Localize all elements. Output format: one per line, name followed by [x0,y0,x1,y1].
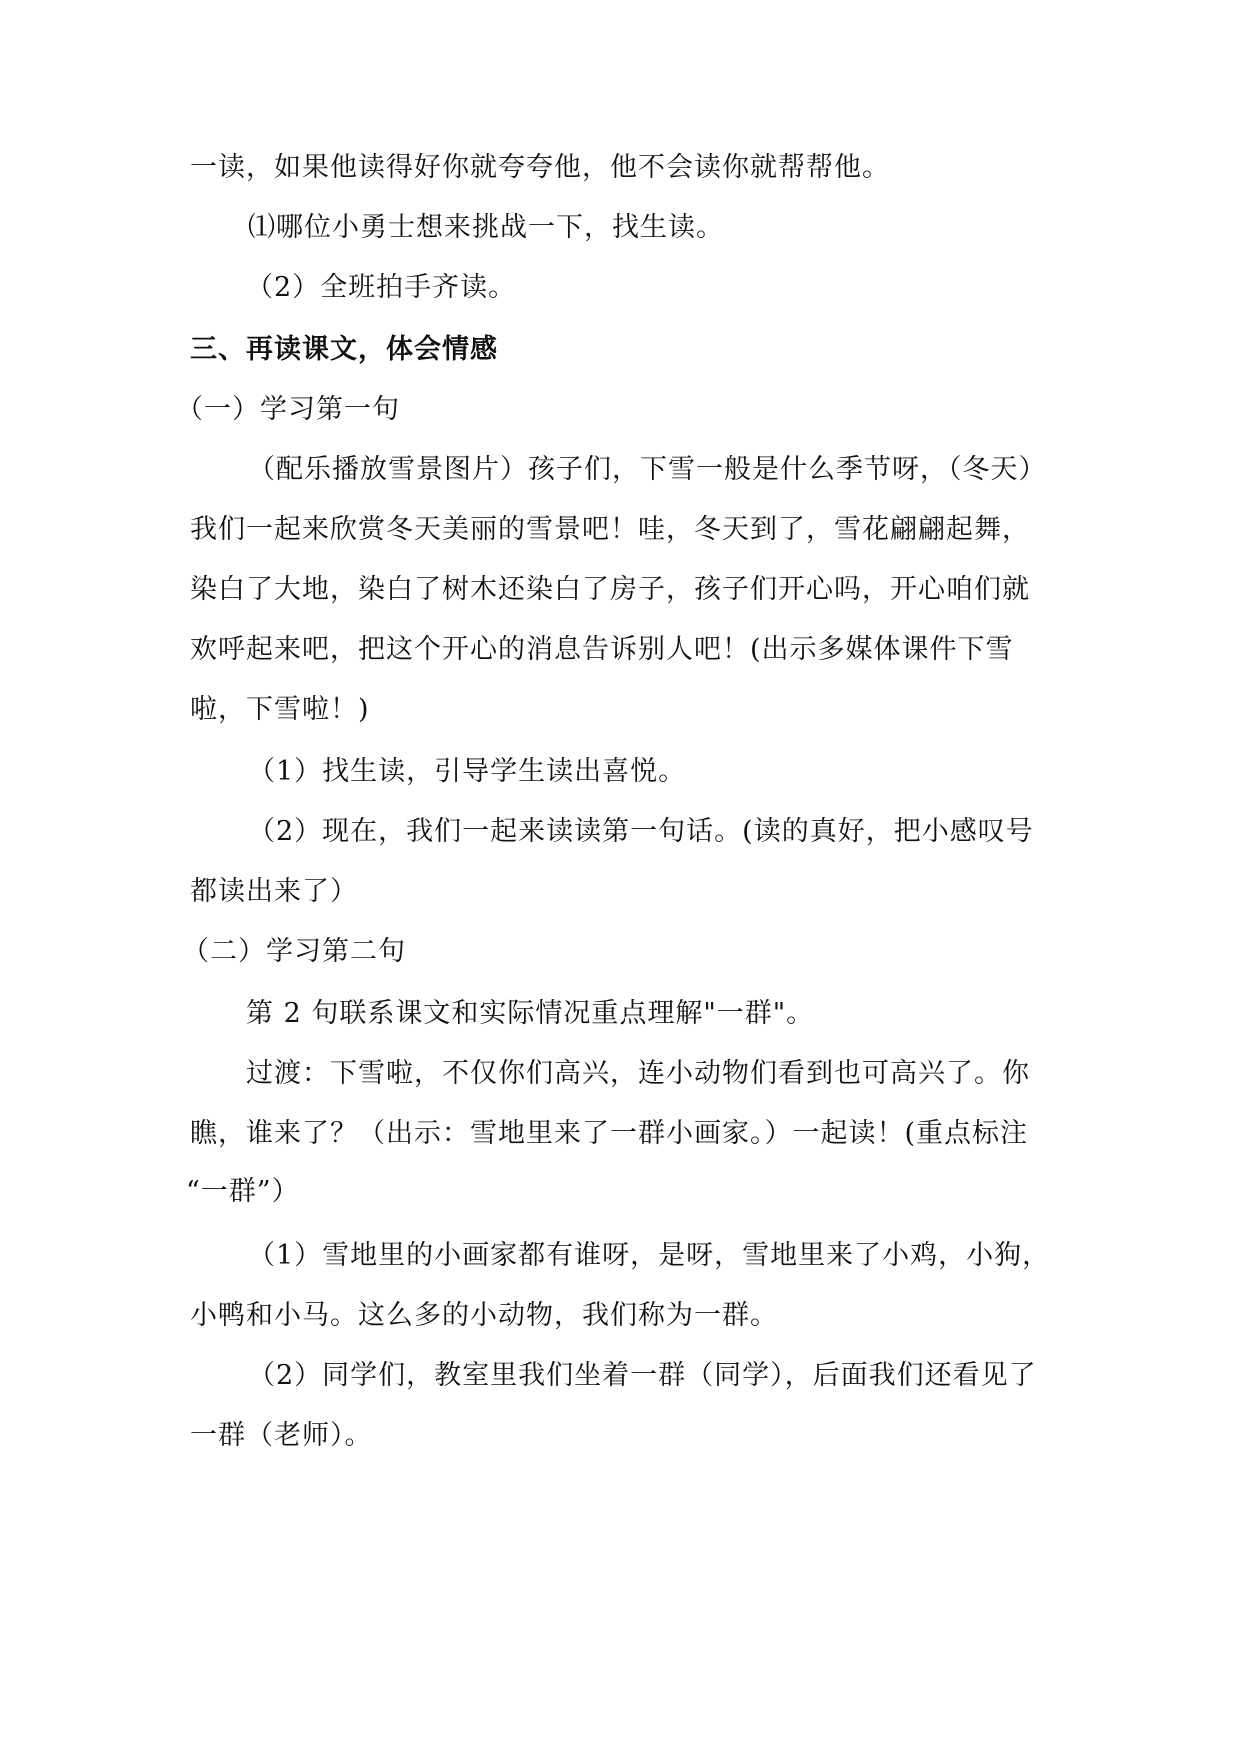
paragraph-line: 一读，如果他读得好你就夸夸他，他不会读你就帮帮他。 [190,152,890,183]
paragraph-line: 第 2 句联系课文和实际情况重点理解"一群"。 [246,998,815,1029]
list-item: （2）同学们，教室里我们坐着一群（同学），后面我们还看见了 [248,1360,1037,1391]
list-item: ⑴哪位小勇士想来挑战一下，找生读。 [248,212,724,243]
list-item: （2）现在，我们一起来读读第一句话。(读的真好，把小感叹号 [248,816,1034,847]
paragraph-line: （配乐播放雪景图片）孩子们，下雪一般是什么季节呀，（冬天） [248,454,1047,485]
paragraph-line: 啦，下雪啦！) [190,694,370,725]
paragraph-line: 瞧，谁来了？（出示：雪地里来了一群小画家。）一起读！(重点标注 [190,1118,1029,1149]
paragraph-line: 一群（老师）。 [190,1420,373,1451]
list-item: （1）找生读，引导学生读出喜悦。 [248,756,687,787]
subsection-heading: （一）学习第一句 [176,394,400,425]
subsection-heading: （二）学习第二句 [182,936,406,967]
paragraph-line: 我们一起来欣赏冬天美丽的雪景吧！哇，冬天到了，雪花翩翩起舞， [190,514,1030,545]
paragraph-line: 染白了大地，染白了树木还染白了房子，孩子们开心吗，开心咱们就 [190,574,1030,605]
paragraph-line: “一群”） [186,1176,300,1207]
list-item: （1）雪地里的小画家都有谁呀，是呀，雪地里来了小鸡，小狗， [248,1240,1051,1271]
list-item: （2）全班拍手齐读。 [246,272,517,303]
paragraph-line: 都读出来了） [190,876,358,907]
section-heading: 三、再读课文，体会情感 [190,334,498,365]
paragraph-line: 欢呼起来吧，把这个开心的消息告诉别人吧！(出示多媒体课件下雪 [190,634,1014,665]
paragraph-line: 小鸭和小马。这么多的小动物，我们称为一群。 [190,1300,778,1331]
paragraph-line: 过渡：下雪啦，不仅你们高兴，连小动物们看到也可高兴了。你 [246,1058,1030,1089]
